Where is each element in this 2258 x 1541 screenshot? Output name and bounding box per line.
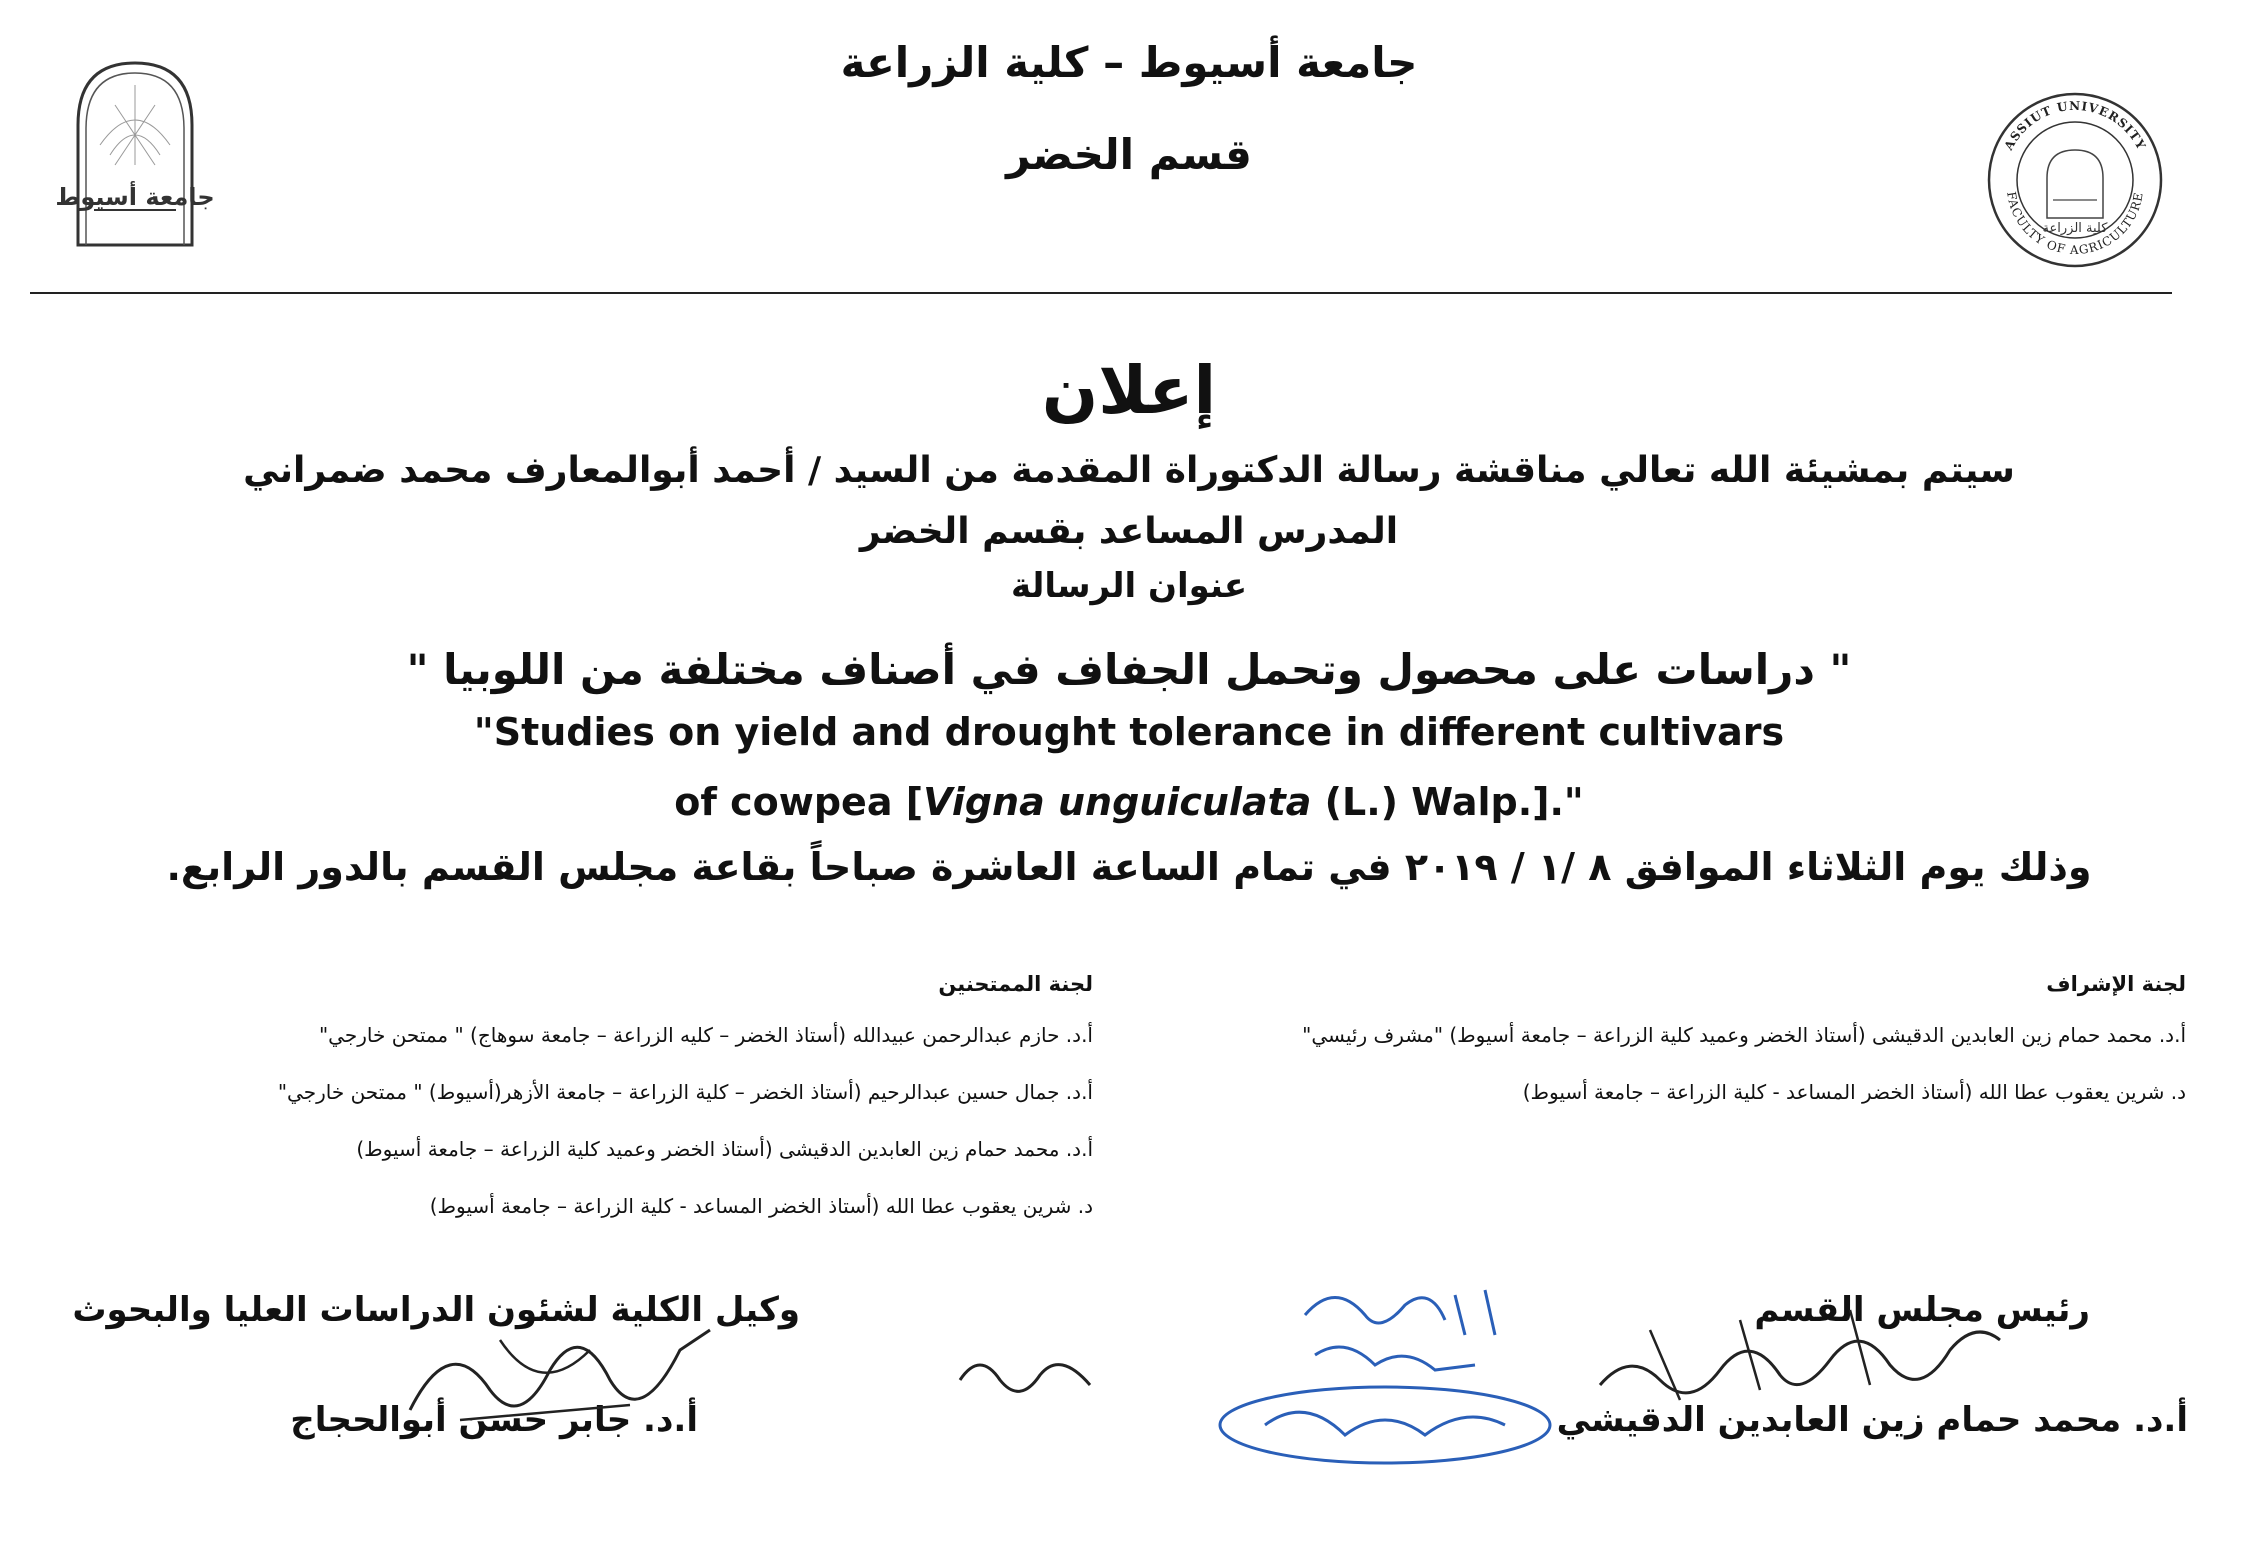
- seal-arabic-text: كلية الزراعة: [2042, 221, 2108, 236]
- handwritten-note: [950, 1340, 1100, 1410]
- thesis-en-part-a: of cowpea [: [674, 780, 924, 824]
- university-header: جامعة أسيوط – كلية الزراعة: [840, 38, 1418, 87]
- supervisor-2: د. شرين يعقوب عطا الله (أستاذ الخضر المساعد - كلية الزراعة – جامعة أسيوط): [1522, 1080, 2186, 1104]
- logo-text: جامعة أسيوط: [55, 183, 215, 211]
- department-head-signature: [1590, 1290, 2010, 1420]
- thesis-title-arabic: " دراسات على محصول وتحمل الجفاف في أصناف مختلفة من اللوبيا ": [406, 645, 1852, 694]
- examiner-1: أ.د. حازم عبدالرحمن عبيدالله (أستاذ الخضر – كليه الزراعة – جامعة سوهاج) " ممتحن خارجي": [318, 1023, 1093, 1047]
- department-head-title: رئيس مجلس القسم: [1754, 1290, 2090, 1330]
- thesis-title-english-line-2: [0, 780, 2258, 824]
- vice-dean-name: أ.د. جابر حسن أبوالحجاج: [290, 1400, 698, 1440]
- svg-text:ASSIUT UNIVERSITY: [2001, 99, 2149, 153]
- seal-inner-text: FACULTY OF AGRICULTURE: [2004, 190, 2146, 258]
- header-divider: [30, 292, 2172, 294]
- examiner-3: أ.د. محمد حمام زين العابدين الدقيشى (أستاذ الخضر وعميد كلية الزراعة – جامعة أسيوط): [356, 1137, 1093, 1161]
- committee-signature-blue: [1205, 1275, 1565, 1475]
- announcement-line-2: المدرس المساعد بقسم الخضر: [859, 511, 1399, 552]
- announcement-line-1: سيتم بمشيئة الله تعالي مناقشة رسالة الدكتوراة المقدمة من السيد / أحمد أبوالمعارف محمد ضمراني: [243, 450, 2015, 491]
- defense-schedule: وذلك يوم الثلاثاء الموافق ٨ /١ / ٢٠١٩ في تمام الساعة العاشرة صباحاً بقاعة مجلس القسم بالدور الرابع.: [166, 845, 2092, 889]
- species-name: Vigna unguiculata: [923, 780, 1312, 824]
- thesis-title-english-line-1: "Studies on yield and drought tolerance in different cultivars: [473, 710, 1785, 754]
- university-logo: [55, 55, 215, 250]
- logo-arabic-lettering: [55, 181, 214, 211]
- thesis-title-label: عنوان الرسالة: [1010, 566, 1248, 606]
- supervisor-1: أ.د. محمد حمام زين العابدين الدقيشى (أستاذ الخضر وعميد كلية الزراعة – جامعة أسيوط) "مشرف رئيسي": [1302, 1023, 2186, 1047]
- department-header: قسم الخضر: [1006, 130, 1252, 179]
- vice-dean-signature: [400, 1310, 720, 1440]
- announcement-title: إعلان: [1041, 352, 1217, 429]
- thesis-en-part-b: (L.) Walp.].": [1311, 780, 1584, 824]
- supervision-heading: لجنة الإشراف: [2046, 972, 2186, 996]
- vice-dean-title: وكيل الكلية لشئون الدراسات العليا والبحوث: [72, 1290, 800, 1330]
- faculty-seal: [1985, 90, 2165, 270]
- examiner-4: د. شرين يعقوب عطا الله (أستاذ الخضر المساعد - كلية الزراعة – جامعة أسيوط): [429, 1194, 1093, 1218]
- seal-outer-text: ASSIUT UNIVERSITY: [2001, 98, 2149, 153]
- examiners-heading: لجنة الممتحنين: [938, 972, 1093, 996]
- examiner-2: أ.د. جمال حسين عبدالرحيم (أستاذ الخضر – كلية الزراعة – جامعة الأزهر(أسيوط) " ممتحن خارجي": [277, 1080, 1093, 1104]
- department-head-name: أ.د. محمد حمام زين العابدين الدقيشي: [1556, 1400, 2188, 1440]
